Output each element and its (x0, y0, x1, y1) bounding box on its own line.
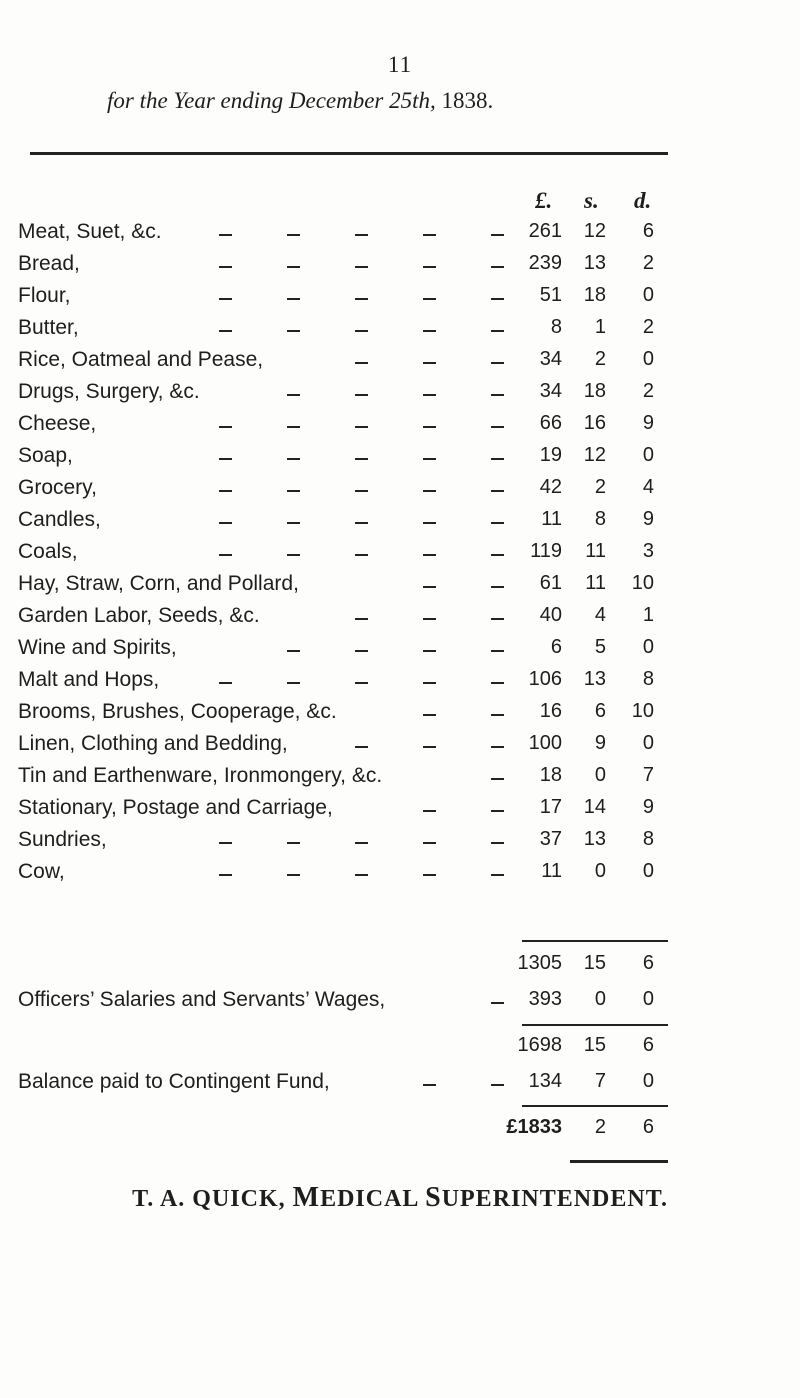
amount-pence: 9 (642, 796, 654, 818)
amount-pounds: 51 (539, 284, 562, 306)
leader-dash (423, 298, 436, 300)
balance-row (0, 1070, 800, 1102)
amount-pounds: 393 (528, 988, 562, 1010)
amount-pounds: 66 (539, 412, 562, 434)
amount-pence: 0 (642, 860, 654, 882)
amount-shillings: 0 (594, 860, 606, 882)
subtotal-row (0, 952, 800, 984)
amount-pounds: 119 (530, 540, 562, 562)
leader-dash (355, 618, 368, 620)
table-row (0, 796, 800, 828)
leader-dash (423, 522, 436, 524)
leader-dash (287, 490, 300, 492)
row-label: Balance paid to Contingent Fund, (18, 1070, 330, 1093)
amount-pounds: 42 (539, 476, 562, 498)
col-head-shillings: s. (584, 188, 599, 213)
leader-dash (219, 458, 232, 460)
row-label: Coals, (18, 540, 78, 563)
leader-dash (355, 554, 368, 556)
leader-dash (355, 746, 368, 748)
amount-pence: 2 (642, 252, 654, 274)
row-label: Cow, (18, 860, 65, 883)
sum-rule (522, 940, 668, 942)
row-label: Garden Labor, Seeds, &c. (18, 604, 260, 627)
row-label: Butter, (18, 316, 79, 339)
leader-dash (287, 266, 300, 268)
table-row (0, 828, 800, 860)
leader-dash (355, 458, 368, 460)
leader-dash (287, 650, 300, 652)
amount-pounds: £1833 (506, 1116, 562, 1138)
subtotal-row (0, 1034, 800, 1066)
amount-shillings: 0 (594, 988, 606, 1010)
amount-shillings: 4 (594, 604, 606, 626)
amount-pounds: 1305 (517, 952, 562, 974)
amount-pounds: 34 (539, 380, 562, 402)
row-label: Officers’ Salaries and Servants’ Wages, (18, 988, 386, 1011)
leader-dash (423, 394, 436, 396)
leader-dash (355, 842, 368, 844)
row-label: Hay, Straw, Corn, and Pollard, (18, 572, 299, 595)
amount-pounds: 134 (528, 1070, 562, 1092)
leader-dash (355, 650, 368, 652)
heading-year: 1838. (441, 88, 494, 113)
leader-dash (355, 362, 368, 364)
table-row (0, 348, 800, 380)
table-row (0, 412, 800, 444)
amount-shillings: 5 (594, 636, 606, 658)
amount-pence: 6 (642, 952, 654, 974)
leader-dash (355, 298, 368, 300)
sum-rule (522, 1105, 668, 1107)
closing-rule (570, 1160, 668, 1163)
page-heading (107, 88, 493, 114)
row-label: Malt and Hops, (18, 668, 160, 691)
amount-pence: 8 (642, 668, 654, 690)
leader-dash (219, 554, 232, 556)
leader-dash (355, 266, 368, 268)
table-row (0, 284, 800, 316)
amount-pence: 0 (642, 444, 654, 466)
leader-dash (423, 266, 436, 268)
top-rule (30, 152, 668, 155)
amount-pounds: 34 (539, 348, 562, 370)
amount-pounds: 17 (539, 796, 562, 818)
amount-pence: 7 (642, 764, 654, 786)
row-label: Rice, Oatmeal and Pease, (18, 348, 264, 371)
leader-dash (423, 874, 436, 876)
amount-pounds: 37 (539, 828, 562, 850)
leader-dash (355, 330, 368, 332)
row-label: Drugs, Surgery, &c. (18, 380, 200, 403)
amount-shillings: 6 (594, 700, 606, 722)
amount-pence: 10 (631, 700, 654, 722)
leader-dash (355, 522, 368, 524)
amount-shillings: 0 (594, 764, 606, 786)
table-row (0, 508, 800, 540)
row-label: Wine and Spirits, (18, 636, 177, 659)
leader-dash (355, 426, 368, 428)
amount-pence: 0 (642, 1070, 654, 1092)
row-label: Flour, (18, 284, 71, 307)
col-head-pence: d. (634, 188, 652, 213)
amount-pence: 2 (642, 380, 654, 402)
amount-shillings: 2 (594, 1116, 606, 1138)
leader-dash (219, 522, 232, 524)
amount-pence: 10 (631, 572, 654, 594)
table-row (0, 732, 800, 764)
table-row (0, 252, 800, 284)
table-row (0, 636, 800, 668)
amount-shillings: 12 (583, 444, 606, 466)
amount-pounds: 261 (528, 220, 562, 242)
amount-pounds: 19 (539, 444, 562, 466)
amount-shillings: 13 (583, 828, 606, 850)
amount-pence: 9 (642, 412, 654, 434)
leader-dash (423, 554, 436, 556)
amount-pence: 6 (642, 1116, 654, 1138)
leader-dash (219, 842, 232, 844)
leader-dash (287, 842, 300, 844)
leader-dash (423, 586, 436, 588)
table-row (0, 764, 800, 796)
amount-shillings: 11 (585, 572, 606, 594)
leader-dash (355, 682, 368, 684)
salaries-row (0, 988, 800, 1020)
leader-dash (423, 682, 436, 684)
amount-shillings: 12 (583, 220, 606, 242)
amount-pence: 3 (642, 540, 654, 562)
amount-shillings: 7 (594, 1070, 606, 1092)
grand-total-row (0, 1116, 800, 1148)
table-row (0, 860, 800, 892)
amount-pounds: 18 (539, 764, 562, 786)
leader-dash (423, 714, 436, 716)
amount-pounds: 11 (541, 508, 562, 530)
leader-dash (287, 874, 300, 876)
table-row (0, 540, 800, 572)
leader-dash (287, 522, 300, 524)
leader-dash (219, 874, 232, 876)
leader-dash (287, 234, 300, 236)
heading-date: 25th, (389, 88, 436, 113)
leader-dash (423, 234, 436, 236)
amount-pence: 0 (642, 348, 654, 370)
amount-pence: 1 (642, 604, 654, 626)
amount-shillings: 2 (594, 348, 606, 370)
leader-dash (287, 458, 300, 460)
leader-dash (219, 682, 232, 684)
leader-dash (423, 746, 436, 748)
amount-pence: 0 (642, 988, 654, 1010)
title-initial-s: S (425, 1182, 442, 1213)
amount-pounds: 106 (528, 668, 562, 690)
amount-pounds: 239 (528, 252, 562, 274)
amount-shillings: 9 (594, 732, 606, 754)
leader-dash (287, 554, 300, 556)
leader-dash (219, 490, 232, 492)
heading-italic: for the Year ending December (107, 88, 384, 113)
leader-dash (423, 650, 436, 652)
page-number: 11 (387, 52, 413, 77)
leader-dash (219, 234, 232, 236)
table-row (0, 380, 800, 412)
amount-shillings: 15 (583, 952, 606, 974)
row-label: Tin and Earthenware, Ironmongery, &c. (18, 764, 383, 787)
amount-pence: 0 (642, 284, 654, 306)
amount-pence: 6 (642, 1034, 654, 1056)
row-label: Sundries, (18, 828, 107, 851)
row-label: Grocery, (18, 476, 97, 499)
table-row (0, 476, 800, 508)
col-head-pounds: £. (535, 188, 553, 213)
leader-dash (287, 682, 300, 684)
amount-pounds: 61 (539, 572, 562, 594)
amount-shillings: 14 (583, 796, 606, 818)
row-label: Soap, (18, 444, 73, 467)
leader-dash (355, 490, 368, 492)
leader-dash (219, 298, 232, 300)
sum-rule (522, 1024, 668, 1026)
leader-dash (423, 426, 436, 428)
row-label: Bread, (18, 252, 80, 275)
amount-pence: 2 (642, 316, 654, 338)
signature-initials: T. A. (132, 1186, 186, 1212)
amount-pence: 4 (642, 476, 654, 498)
amount-pence: 9 (642, 508, 654, 530)
row-label: Candles, (18, 508, 101, 531)
row-label: Linen, Clothing and Bedding, (18, 732, 288, 755)
table-row (0, 668, 800, 700)
leader-dash (423, 618, 436, 620)
leader-dash (423, 490, 436, 492)
table-row (0, 604, 800, 636)
amount-shillings: 15 (583, 1034, 606, 1056)
table-row (0, 316, 800, 348)
table-row (0, 444, 800, 476)
leader-dash (423, 842, 436, 844)
leader-dash (423, 458, 436, 460)
amount-pence: 0 (642, 732, 654, 754)
leader-dash (287, 330, 300, 332)
amount-shillings: 16 (583, 412, 606, 434)
signature-name: QUICK, (192, 1186, 286, 1212)
leader-dash (355, 394, 368, 396)
leader-dash (287, 298, 300, 300)
leader-dash (219, 330, 232, 332)
amount-shillings: 13 (583, 668, 606, 690)
row-label: Brooms, Brushes, Cooperage, &c. (18, 700, 337, 723)
table-row (0, 220, 800, 252)
amount-shillings: 13 (583, 252, 606, 274)
amount-pounds: 11 (541, 860, 562, 882)
amount-shillings: 8 (594, 508, 606, 530)
leader-dash (423, 1084, 436, 1086)
leader-dash (423, 362, 436, 364)
amount-shillings: 11 (585, 540, 606, 562)
title-initial-m: M (292, 1182, 321, 1213)
leader-dash (355, 234, 368, 236)
amount-pounds: 40 (539, 604, 562, 626)
leader-dash (219, 266, 232, 268)
leader-dash (287, 394, 300, 396)
leader-dash (423, 330, 436, 332)
leader-dash (355, 874, 368, 876)
amount-shillings: 2 (594, 476, 606, 498)
title-rest-2: UPERINTENDENT. (441, 1186, 668, 1212)
row-label: Cheese, (18, 412, 97, 435)
amount-shillings: 18 (583, 380, 606, 402)
amount-pounds: 1698 (517, 1034, 562, 1056)
amount-pounds: 100 (528, 732, 562, 754)
amount-pence: 6 (642, 220, 654, 242)
leader-dash (219, 426, 232, 428)
amount-pounds: 8 (550, 316, 562, 338)
leader-dash (423, 810, 436, 812)
amount-pence: 8 (642, 828, 654, 850)
amount-shillings: 18 (583, 284, 606, 306)
row-label: Stationary, Postage and Carriage, (18, 796, 333, 819)
table-row (0, 572, 800, 604)
table-row (0, 700, 800, 732)
leader-dash (287, 426, 300, 428)
amount-shillings: 1 (594, 316, 606, 338)
amount-pounds: 6 (550, 636, 562, 658)
amount-pounds: 16 (539, 700, 562, 722)
title-rest-1: EDICAL (320, 1186, 419, 1212)
row-label: Meat, Suet, &c. (18, 220, 162, 243)
amount-pence: 0 (642, 636, 654, 658)
signature-line (0, 1182, 800, 1214)
